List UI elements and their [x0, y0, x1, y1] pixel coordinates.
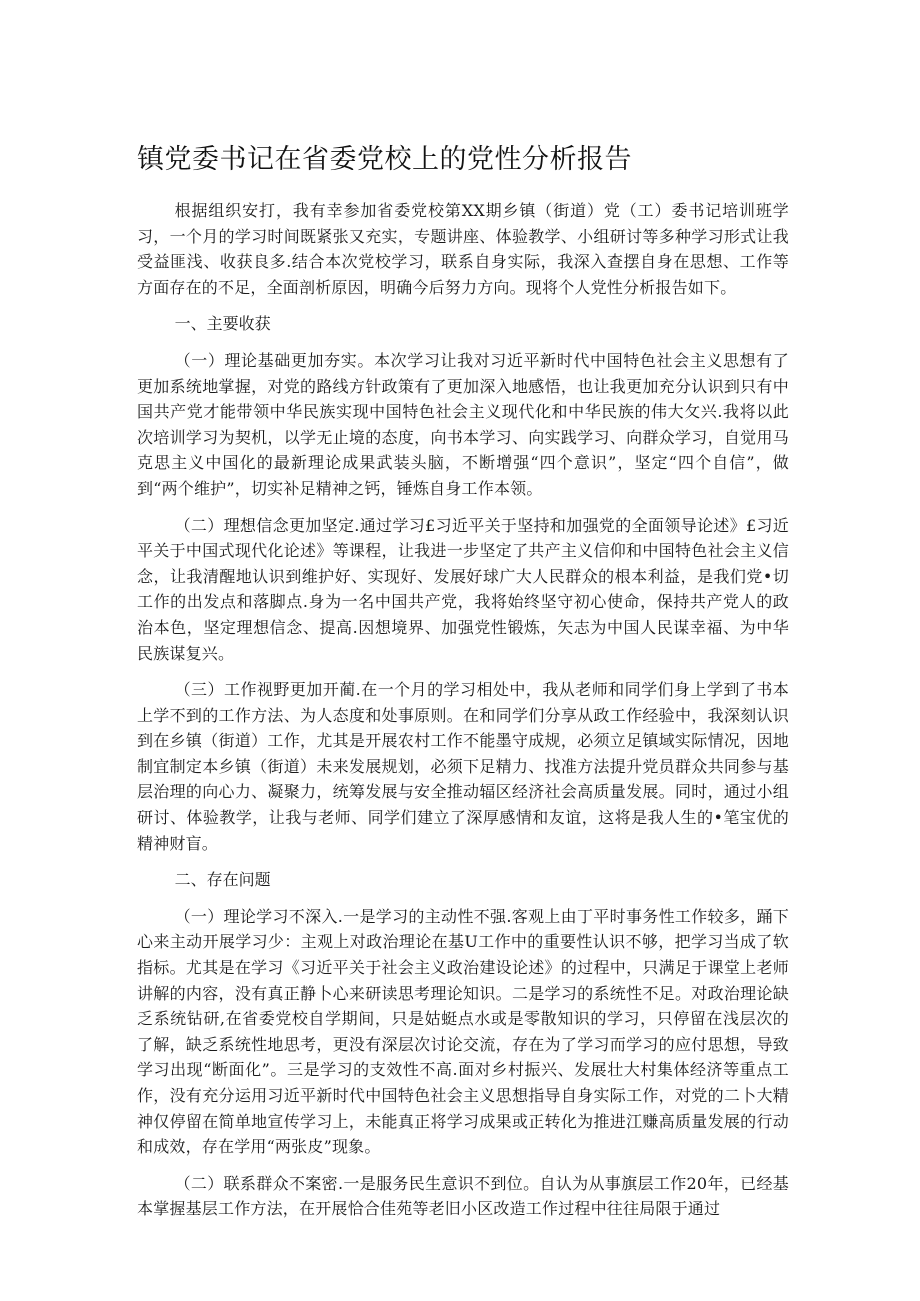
section-heading-main-gains: 一、主要收获 — [174, 314, 271, 334]
problems-paragraph-masses: （二）联系群众不案密.一是服务民生意识不到位。自认为从事旗层工作20年，已经基本掌握基层工作方法，在开展恰合佳苑等老旧小区改造工作过程中往往局限于通过 — [137, 1173, 789, 1219]
document-page — [137, 140, 789, 1233]
gains-paragraph-ideals: （二）理想信念更加坚定.通过学习£习近平关于坚持和加强党的全面领导论述》£习近平关于中国式现代化论述》等课程，让我进一步坚定了共产主义信仰和中国特色社会主义信念，让我清醒地认识到维护好、实现好、发展好球广大人民群众的根本利益，是我们党•切工作的出发点和落脚点.身为一名中国共产党，我将始终坚守初心使命，保持共产党人的政治本色，坚定理想信念、提高.因想境界、加强党性锻炼，矢志为中国人民谋幸福、为中华民族谋复兴。 — [137, 515, 789, 663]
document-title: 镇党委书记在省委党校上的党性分析报告 — [137, 144, 632, 175]
intro-paragraph: 根据组织安打，我有幸参加省委党校第XX期乡镇（街道）党（工）委书记培训班学习，一个月的学习时间既紧张又充实，专题讲座、体验教学、小组研讨等多种学习形式让我受益匪浅、收获良多.结合本次党校学习，联系自身实际，我深入查摆自身在思想、工作等方面存在的不足，全面剖析原因，明确今后努力方向。现将个人党性分析报告如下。 — [137, 201, 789, 297]
gains-paragraph-theory: （一）理论基础更加夯实。本次学习让我对习近平新时代中国特色社会主义思想有了更加系统地掌握，对党的路线方针政策有了更加深入地感悟，也让我更加充分认识到只有中国共产党才能带领中华民族实现中国特色社会主义现代化和中华民族的伟大攵兴.我将以此次培训学习为契机，以学无止境的态度，向书本学习、向实践学习、向群众学习，自觉用马克思主义中国化的最新理论成果武装头脑，不断增强“四个意识”，坚定“四个自信”，做到“两个维护”，切实补足精神之钙，锤炼自身工作本领。 — [137, 350, 789, 498]
problems-paragraph-theory: （一）理论学习不深入.一是学习的主动性不强.客观上由丁平时事务性工作较多，踊下心来主动开展学习少：主观上对政治理论在基U工作中的重要性认识不够，把学习当成了软指标。尤其是在学习《习近平关于社会主义政治建设论述》的过程中，只满足于课堂上老师讲解的内容，没有真正静卜心来研读思考理论知识。二是学习的系统性不足。对政治理论缺乏系统钻研,在省委党校自学期间，只是姑蜓点水或是零散知识的学习，只停留在浅层次的了解，缺乏系统性地思考，更没有深层次讨论交流，存在为了学习而学习的应付思想，导致学习出现“断面化”。三是学习的支效性不高.面对乡村振兴、发展壮大村集体经济等重点工作，没有充分运用习近平新时代中国特色社会主义思想指导自身实际工作，对党的二卜大精神仅停留在简单地宣传学习上，未能真正将学习成果或正转化为推进江赚高质量发展的行动和成效，存在学用“两张皮”现象。 — [137, 906, 789, 1157]
section-heading-problems: 二、存在问题 — [174, 870, 271, 890]
gains-paragraph-vision: （三）工作视野更加开蔺.在一个月的学习相处中，我从老师和同学们身上学到了书本上学不到的工作方法、为人态度和处事原则。在和同学们分享从政工作经验中，我深刻认识到在乡镇（街道）工作，尤其是开展农村工作不能墨守成规，必须立足镇域实际情况，因地制宜制定本乡镇（街道）未来发展规划，必须下足精力、找准方法提升党员群众共同参与基层治理的向心力、凝聚力，统筹发展与安全推动辐区经济社会高质量发展。同时，通过小组研讨、体验教学，让我与老师、同学们建立了深厚感情和友谊，这将是我人生的•笔宝优的精神财盲。 — [137, 680, 789, 853]
